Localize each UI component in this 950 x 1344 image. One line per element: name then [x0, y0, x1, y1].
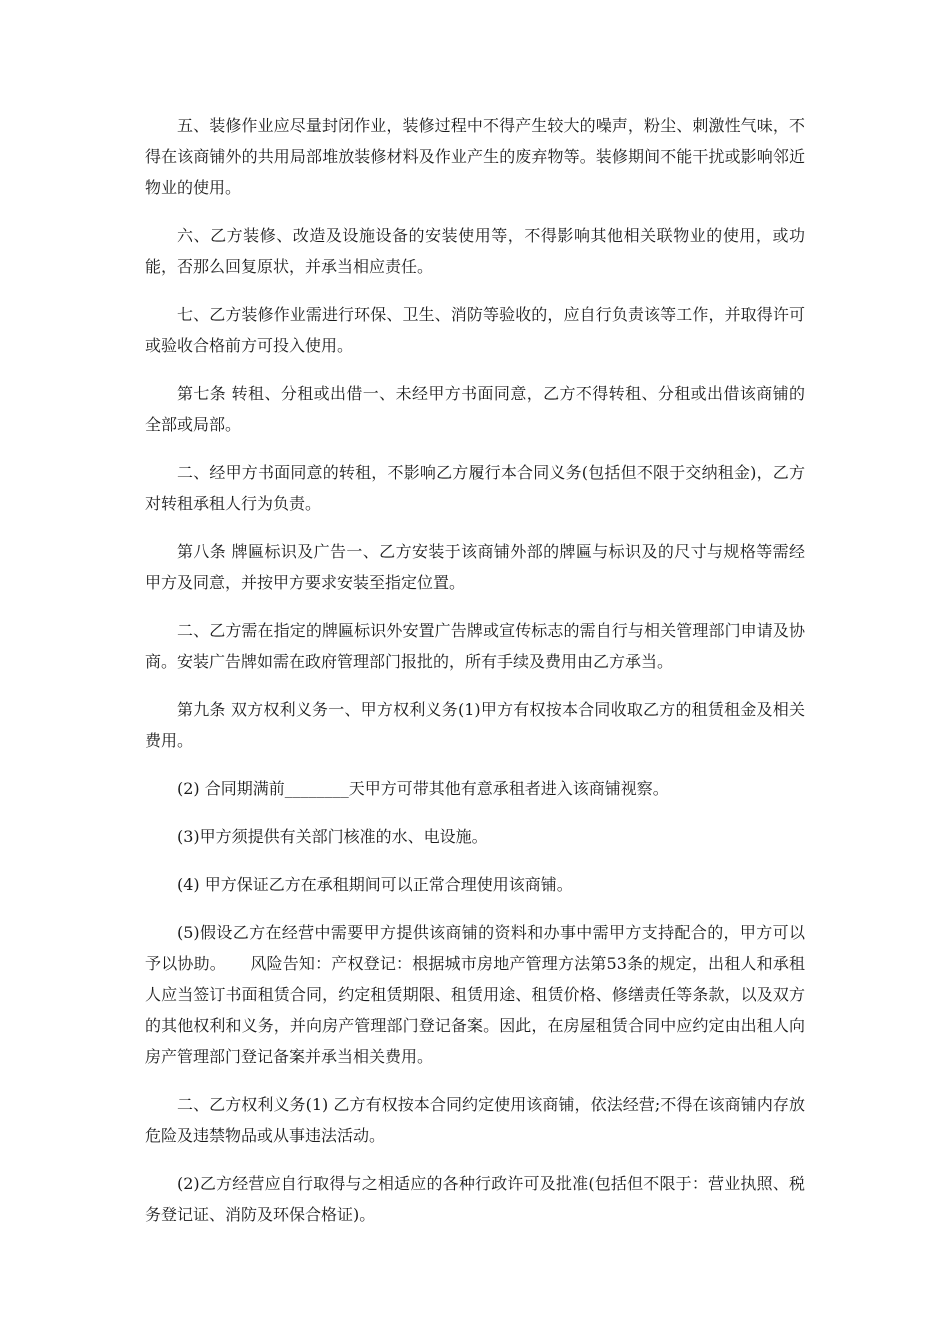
paragraph-article-8-advertising: 二、乙方需在指定的牌匾标识外安置广告牌或宣传标志的需自行与相关管理部门申请及协商。安装广告牌如需在政府管理部门报批的，所有手续及费用由乙方承当。	[145, 621, 805, 671]
paragraph-lessor-item-3: (3)甲方须提供有关部门核准的水、电设施。	[177, 827, 488, 846]
paragraph-article-9-rights: 第九条 双方权利义务一、甲方权利义务(1)甲方有权按本合同收取乙方的租赁租金及相关费用。	[145, 700, 805, 750]
paragraph-article-8-signage: 第八条 牌匾标识及广告一、乙方安装于该商铺外部的牌匾与标识及的尺寸与规格等需经甲方及同意，并按甲方要求安装至指定位置。	[145, 542, 805, 592]
document-body	[145, 110, 805, 1247]
paragraph-article-7-consent: 二、经甲方书面同意的转租，不影响乙方履行本合同义务(包括但不限于交纳租金)，乙方对转租承租人行为负责。	[145, 463, 805, 513]
paragraph-lessor-item-2: (2) 合同期满前________天甲方可带其他有意承租者进入该商铺视察。	[177, 779, 669, 798]
paragraph-lessor-item-5: (5)假设乙方在经营中需要甲方提供该商铺的资料和办事中需甲方支持配合的，甲方可以予以协助。 风险告知：产权登记：根据城市房地产管理方法第53条的规定，出租人和承租人应当签订书面租赁合同，约定租赁期限、租赁用途、租赁价格、修缮责任等条款，以及双方的其他权利和义务，并向房产管理部门登记备案。因此，在房屋租赁合同中应约定由出租人向房产管理部门登记备案并承当相关费用。	[145, 923, 805, 1066]
paragraph-decoration-acceptance: 七、乙方装修作业需进行环保、卫生、消防等验收的，应自行负责该等工作，并取得许可或验收合格前方可投入使用。	[145, 305, 805, 355]
paragraph-lessor-item-4: (4) 甲方保证乙方在承租期间可以正常合理使用该商铺。	[177, 875, 573, 894]
paragraph-decoration-noise: 五、装修作业应尽量封闭作业，装修过程中不得产生较大的噪声，粉尘、刺激性气味，不得在该商铺外的共用局部堆放装修材料及作业产生的废弃物等。装修期间不能干扰或影响邻近物业的使用。	[145, 116, 805, 197]
paragraph-lessee-rights: 二、乙方权利义务(1) 乙方有权按本合同约定使用该商铺，依法经营;不得在该商铺内存放危险及违禁物品或从事违法活动。	[145, 1095, 805, 1145]
paragraph-lessee-item-2: (2)乙方经营应自行取得与之相适应的各种行政许可及批准(包括但不限于：营业执照、税务登记证、消防及环保合格证)。	[145, 1174, 805, 1224]
paragraph-decoration-impact: 六、乙方装修、改造及设施设备的安装使用等，不得影响其他相关联物业的使用，或功能，否那么回复原状，并承当相应责任。	[145, 226, 805, 276]
paragraph-article-7-sublease: 第七条 转租、分租或出借一、未经甲方书面同意，乙方不得转租、分租或出借该商铺的全部或局部。	[145, 384, 805, 434]
